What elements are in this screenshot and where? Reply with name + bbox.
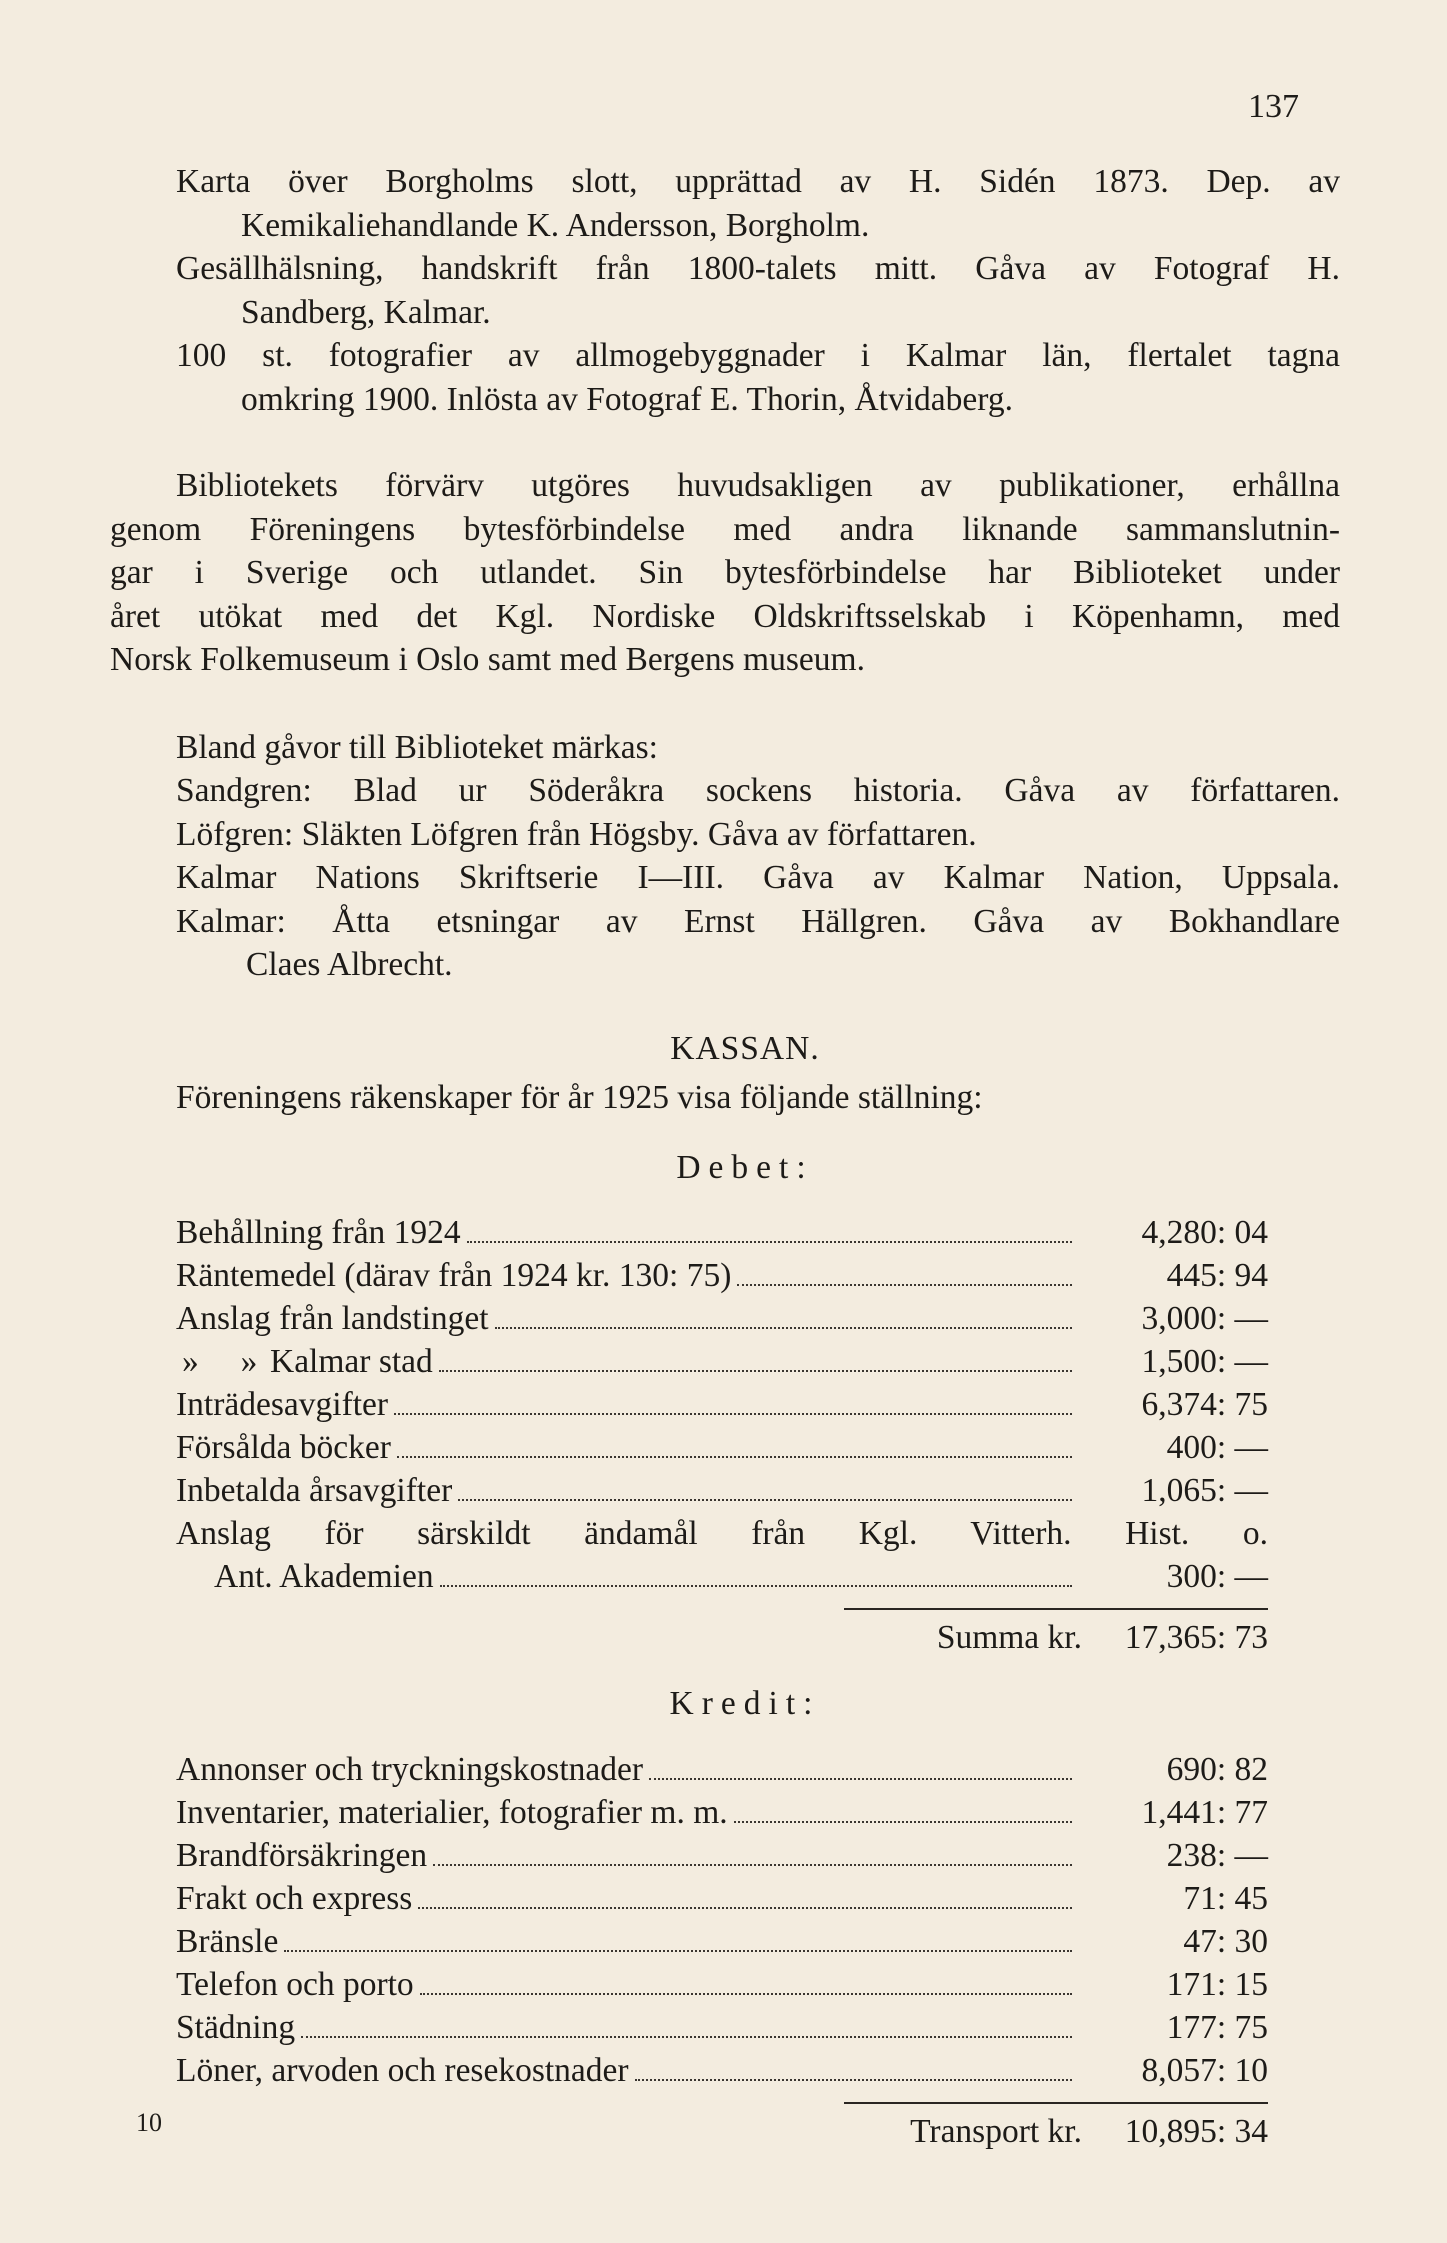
ditto-marks: » »	[182, 1343, 258, 1380]
ledger-label: Annonser och tryckningskostnader	[176, 1750, 644, 1788]
entry-line: 100 st. fotografier av allmogebyggnader i Kalmar län, flertalet tagna	[176, 337, 1340, 374]
dot-leader	[737, 1284, 1072, 1286]
page-body	[110, 160, 1340, 2160]
sum-amount: 17,365: 73	[1124, 1619, 1268, 1656]
ledger-amount: 238: —	[1166, 1836, 1268, 1874]
ledger-label: Städning	[176, 2008, 296, 2046]
ledger-label: Frakt och express	[176, 1879, 413, 1917]
kassan-title: KASSAN.	[670, 1029, 820, 1067]
ledger-label: Brandförsäkringen	[176, 1836, 428, 1874]
library-paragraph	[110, 464, 1340, 682]
ledger-label: Räntemedel (därav från 1924 kr. 130: 75)	[176, 1257, 732, 1294]
ledger-row	[176, 1254, 1268, 1297]
dot-leader	[440, 1585, 1072, 1587]
ledger-row	[176, 1963, 1268, 2006]
ledger-amount: 47: 30	[1183, 1922, 1268, 1960]
ledger-row	[176, 2049, 1268, 2092]
entry-line: Gesällhälsning, handskrift från 1800-talets mitt. Gåva av Fotograf H.	[176, 250, 1340, 287]
entry-continuation: omkring 1900. Inlösta av Fotograf E. Thorin, Åtvidaberg.	[241, 380, 1013, 418]
dot-leader	[649, 1778, 1072, 1780]
ledger-label: Behållning från 1924	[176, 1214, 461, 1251]
ledger-row	[176, 1469, 1268, 1512]
paragraph-line: Norsk Folkemuseum i Oslo samt med Bergens museum.	[110, 641, 865, 678]
acquisition-entry	[176, 334, 1340, 421]
dot-leader	[284, 1950, 1072, 1952]
ledger-row	[176, 1877, 1268, 1920]
ledger-row	[176, 2006, 1268, 2049]
dot-leader	[397, 1456, 1072, 1458]
debet-ledger	[176, 1211, 1268, 1666]
paragraph-line: året utökat med det Kgl. Nordiske Oldskriftsselskab i Köpenhamn, med	[110, 597, 1340, 635]
kredit-ledger	[176, 1748, 1268, 2160]
gifts-section	[176, 726, 1340, 987]
page-number: 137	[1248, 88, 1299, 125]
dot-leader	[439, 1370, 1072, 1372]
ledger-amount: 171: 15	[1166, 1965, 1268, 2003]
ledger-row	[176, 1791, 1268, 1834]
ledger-label: Bränsle	[176, 1922, 279, 1960]
paragraph-line: gar i Sverige och utlandet. Sin bytesförbindelse har Biblioteket under	[110, 554, 1340, 591]
dot-leader	[418, 1907, 1072, 1909]
ledger-amount: 177: 75	[1166, 2008, 1268, 2046]
ledger-amount: 6,374: 75	[1141, 1386, 1268, 1423]
ledger-row	[176, 1920, 1268, 1963]
ledger-row	[176, 1383, 1268, 1426]
ledger-amount: 1,065: —	[1141, 1472, 1268, 1509]
acquisition-entry	[176, 160, 1340, 247]
ledger-label: Inträdesavgifter	[176, 1386, 389, 1423]
dot-leader	[467, 1241, 1072, 1243]
ledger-label: Inbetalda årsavgifter	[176, 1472, 453, 1509]
gift-line: Löfgren: Släkten Löfgren från Högsby. Gåva av författaren.	[176, 815, 977, 853]
ledger-amount: 71: 45	[1183, 1879, 1268, 1917]
gifts-heading: Bland gåvor till Biblioteket märkas:	[176, 728, 658, 766]
transport-amount: 10,895: 34	[1124, 2112, 1268, 2150]
ledger-label: Inventarier, materialier, fotografier m. m.	[176, 1793, 728, 1831]
ledger-amount: 4,280: 04	[1141, 1214, 1268, 1251]
transport-label: Transport kr.	[910, 2112, 1082, 2150]
ledger-amount: 3,000: —	[1141, 1300, 1268, 1337]
ledger-label: Anslag för särskildt ändamål från Kgl. Vitterh. Hist. o.	[176, 1515, 1268, 1552]
ledger-label: Ant. Akademien	[214, 1558, 434, 1595]
dot-leader	[495, 1327, 1072, 1329]
dot-leader	[420, 1993, 1072, 1995]
dot-leader	[301, 2036, 1072, 2038]
ledger-label: Löner, arvoden och resekostnader	[176, 2051, 629, 2089]
ledger-row	[176, 1834, 1268, 1877]
ledger-amount: 1,441: 77	[1141, 1793, 1268, 1831]
ledger-row	[176, 1555, 1268, 1598]
ledger-label-text: Kalmar stad	[270, 1343, 433, 1380]
dot-leader	[458, 1499, 1072, 1501]
ledger-row	[176, 1340, 1268, 1383]
gift-continuation: Claes Albrecht.	[246, 946, 453, 983]
dot-leader	[433, 1864, 1072, 1866]
entry-line: Karta över Borgholms slott, upprättad av H. Sidén 1873. Dep. av	[176, 163, 1340, 200]
paragraph-line: genom Föreningens bytesförbindelse med andra liknande sammanslutnin-	[110, 510, 1340, 548]
paragraph-line: Bibliotekets förvärv utgöres huvudsakligen av publikationer, erhållna	[176, 467, 1340, 504]
gift-line: Sandgren: Blad ur Söderåkra sockens historia. Gåva av författaren.	[176, 772, 1340, 809]
ledger-amount: 8,057: 10	[1141, 2051, 1268, 2089]
ledger-row	[176, 1297, 1268, 1340]
ledger-label: Anslag från landstinget	[176, 1300, 489, 1337]
ledger-label	[176, 1340, 433, 1384]
ledger-row	[176, 1748, 1268, 1791]
kassan-intro: Föreningens räkenskaper för år 1925 visa följande ställning:	[176, 1079, 983, 1116]
ledger-amount: 690: 82	[1166, 1750, 1268, 1788]
debet-title: Debet:	[676, 1148, 814, 1186]
ledger-row	[176, 1211, 1268, 1254]
ledger-row	[176, 1426, 1268, 1469]
debet-sum-row	[176, 1610, 1268, 1666]
gift-line: Kalmar: Åtta etsningar av Ernst Hällgren. Gåva av Bokhandlare	[176, 902, 1340, 940]
ledger-row	[176, 1512, 1268, 1555]
ledger-label: Försålda böcker	[176, 1429, 391, 1466]
acquisition-entry	[176, 247, 1340, 334]
ledger-amount: 1,500: —	[1141, 1343, 1268, 1380]
acquisition-list	[176, 160, 1340, 421]
dot-leader	[394, 1413, 1072, 1415]
ledger-label: Telefon och porto	[176, 1965, 414, 2003]
ledger-amount: 400: —	[1166, 1429, 1268, 1466]
dot-leader	[734, 1821, 1072, 1823]
sum-label: Summa kr.	[936, 1619, 1082, 1656]
ledger-amount: 300: —	[1166, 1558, 1268, 1595]
kredit-title: Kredit:	[669, 1685, 821, 1722]
entry-continuation: Sandberg, Kalmar.	[241, 293, 491, 331]
transport-row	[176, 2104, 1268, 2160]
signature-mark: 10	[136, 2108, 162, 2137]
ledger-amount: 445: 94	[1166, 1257, 1268, 1294]
dot-leader	[635, 2079, 1072, 2081]
entry-continuation: Kemikaliehandlande K. Andersson, Borgholm.	[241, 206, 870, 244]
gift-line: Kalmar Nations Skriftserie I—III. Gåva av Kalmar Nation, Uppsala.	[176, 859, 1340, 896]
